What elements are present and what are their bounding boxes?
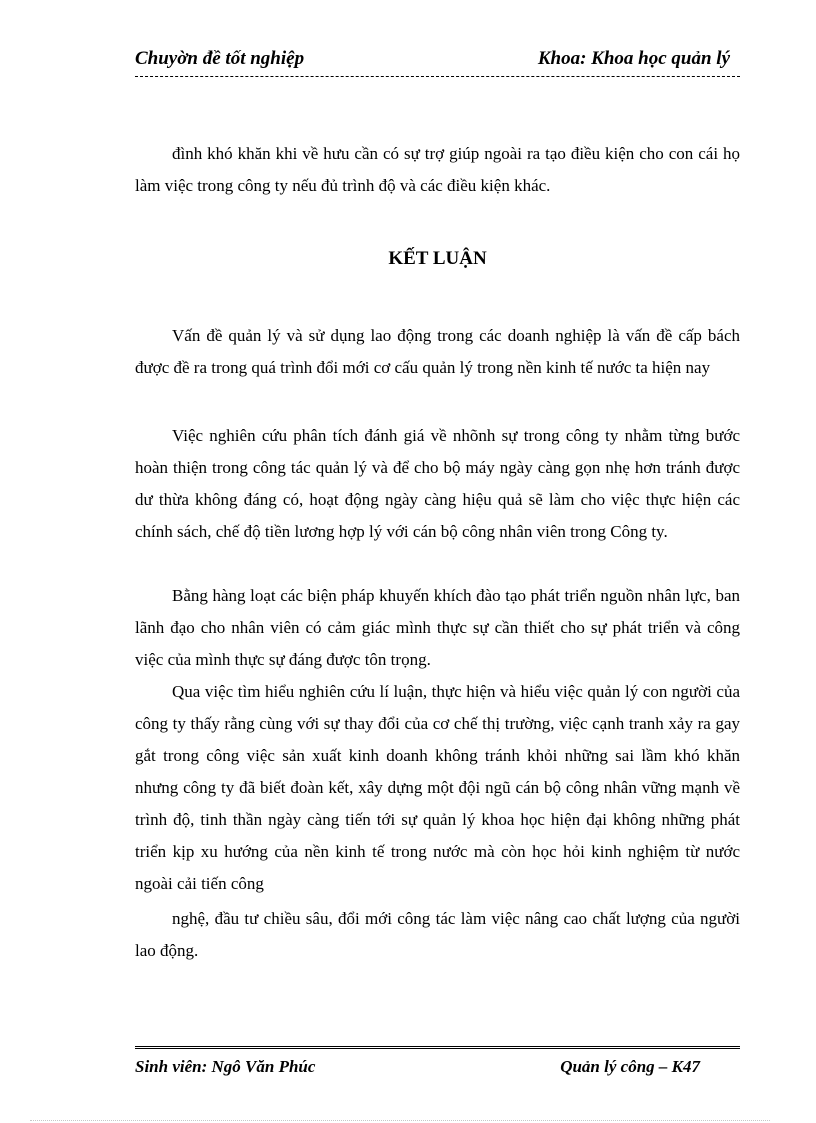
paragraph-5: nghệ, đầu tư chiều sâu, đổi mới công tác làm việc nâng cao chất lượng của người lao động. <box>135 909 740 960</box>
page-header <box>135 46 740 77</box>
header-course-title: Chuyờn đề tốt nghiệp <box>135 48 305 69</box>
paragraph-3: Bằng hàng loạt các biện pháp khuyến khích đào tạo phát triển nguồn nhân lực, ban lãnh đạo cho nhân viên có cảm giác mình thực sự cần thiết cho sự phát triển và công việc của mình thực sự đáng được tôn trọng. <box>135 586 740 669</box>
header-faculty: Khoa: Khoa học quản lý <box>537 48 730 69</box>
page-footer <box>135 1046 740 1077</box>
paragraph-4: Qua việc tìm hiểu nghiên cứu lí luận, thực hiện và hiểu việc quản lý con người của công ty thấy rằng cùng với sự thay đổi của cơ chế thị trường, việc cạnh tranh xảy ra gay gắt trong công việc sản xuất kinh doanh không tránh khỏi những sai lầm khó khăn nhưng công ty đã biết đoàn kết, xây dựng một đội ngũ cán bộ công nhân vững mạnh về trình độ, tinh thần ngày càng tiến tới sự quản lý khoa học hiện đại không những phát triển kịp xu hướng của nền kinh tế trong nước mà còn học hỏi kinh nghiệm từ nước ngoài cải tiến công <box>135 682 740 893</box>
paragraph-1: Vấn đề quản lý và sử dụng lao động trong các doanh nghiệp là vấn đề cấp bách được đề ra trong quá trình đổi mới cơ cấu quản lý trong nền kinh tế nước ta hiện nay <box>135 326 740 377</box>
footer-class: Quản lý công – K47 <box>560 1057 700 1076</box>
intro-paragraph: đình khó khăn khi về hưu cần có sự trợ giúp ngoài ra tạo điều kiện cho con cái họ làm việc trong công ty nếu đủ trình độ và các điều kiện khác. <box>135 144 740 195</box>
paragraph-2: Việc nghiên cứu phân tích đánh giá về nhõnh sự trong công ty nhằm từng bước hoàn thiện trong công tác quản lý và để cho bộ máy ngày càng gọn nhẹ hơn tránh được dư thừa không đáng có, hoạt động ngày càng hiệu quả sẽ làm cho việc thực hiện các chính sách, chế độ tiền lương hợp lý với cán bộ công nhân viên trong Công ty. <box>135 426 740 541</box>
section-heading: KẾT LUẬN <box>388 248 487 269</box>
footer-student: Sinh viên: Ngô Văn Phúc <box>135 1057 316 1076</box>
page-edge-divider <box>30 1120 770 1121</box>
